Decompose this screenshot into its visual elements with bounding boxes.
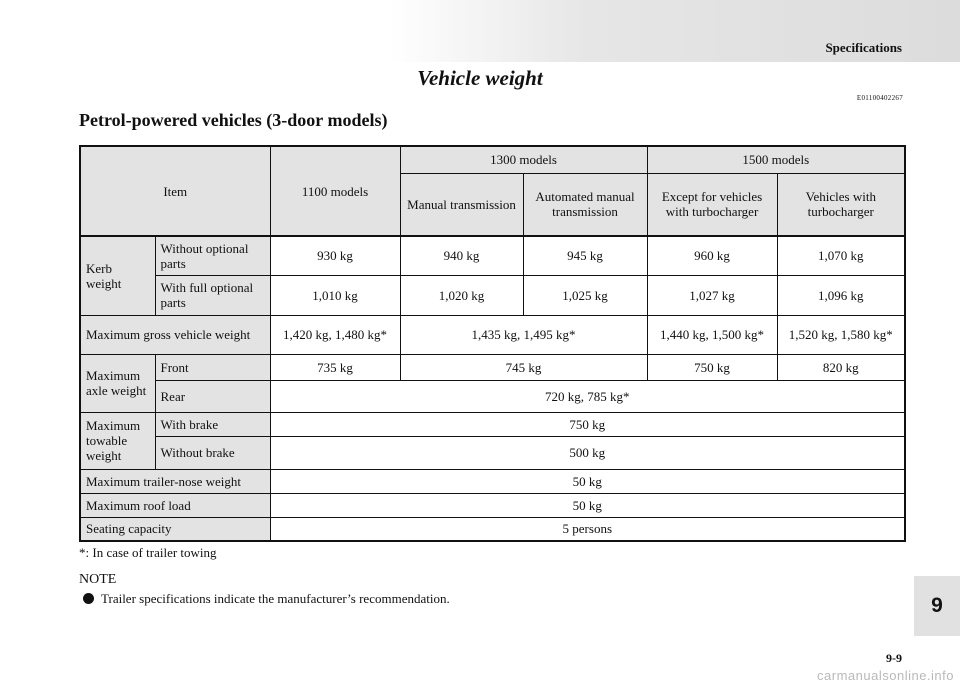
row-label-without-brake: Without brake <box>155 436 270 469</box>
bullet-icon <box>83 593 94 604</box>
section-subtitle: Petrol-powered vehicles (3-door models) <box>79 110 388 130</box>
watermark: carmanualsonline.info <box>817 668 954 683</box>
table-row <box>80 380 905 412</box>
table-row <box>80 315 905 354</box>
table-cell: 945 kg <box>523 236 647 275</box>
table-row <box>80 493 905 517</box>
note-text: Trailer specifications indicate the manufacturer’s recommendation. <box>101 591 450 606</box>
row-label-without-optional: Without optional parts <box>155 236 270 275</box>
table-cell: 1,420 kg, 1,480 kg* <box>270 315 400 354</box>
table-cell: 1,025 kg <box>523 275 647 315</box>
header-item: Item <box>80 146 270 236</box>
row-label-towable-weight: Maximum towable weight <box>80 412 155 469</box>
row-label-front: Front <box>155 354 270 380</box>
table-row <box>80 236 905 275</box>
table-cell: 735 kg <box>270 354 400 380</box>
row-label-seating: Seating capacity <box>80 517 270 541</box>
table-row <box>80 469 905 493</box>
row-label-with-brake: With brake <box>155 412 270 436</box>
header-manual-transmission: Manual transmission <box>400 173 523 236</box>
table-cell: 1,010 kg <box>270 275 400 315</box>
row-label-axle-weight: Maximum axle weight <box>80 354 155 412</box>
section-name: Specifications <box>825 40 902 55</box>
table-row <box>80 412 905 436</box>
row-label-roof-load: Maximum roof load <box>80 493 270 517</box>
table-cell: 1,070 kg <box>777 236 905 275</box>
header-row-1 <box>80 146 905 173</box>
table-cell: 1,096 kg <box>777 275 905 315</box>
row-label-trailer-nose: Maximum trailer-nose weight <box>80 469 270 493</box>
table-cell: 1,520 kg, 1,580 kg* <box>777 315 905 354</box>
vehicle-weight-table <box>79 145 906 542</box>
row-label-gross-weight: Maximum gross vehicle weight <box>80 315 270 354</box>
table-row <box>80 275 905 315</box>
row-label-rear: Rear <box>155 380 270 412</box>
header-automated-manual: Automated manual transmission <box>523 173 647 236</box>
table-cell: 930 kg <box>270 236 400 275</box>
row-label-kerb-weight: Kerb weight <box>80 236 155 315</box>
header-1100-models: 1100 models <box>270 146 400 236</box>
table-cell: 745 kg <box>400 354 647 380</box>
table-cell: 1,440 kg, 1,500 kg* <box>647 315 777 354</box>
page-number: 9-9 <box>886 651 902 665</box>
table-cell: 5 persons <box>270 517 905 541</box>
table-cell: 1,027 kg <box>647 275 777 315</box>
table-cell: 1,020 kg <box>400 275 523 315</box>
table-cell: 750 kg <box>270 412 905 436</box>
table-row <box>80 436 905 469</box>
table-row <box>80 517 905 541</box>
row-label-full-optional: With full optional parts <box>155 275 270 315</box>
table-cell: 720 kg, 785 kg* <box>270 380 905 412</box>
doc-code: E01100402267 <box>856 94 903 102</box>
table-cell: 820 kg <box>777 354 905 380</box>
table-cell: 50 kg <box>270 493 905 517</box>
header-except-turbo: Except for vehicles with turbocharger <box>647 173 777 236</box>
table-cell: 940 kg <box>400 236 523 275</box>
table-row <box>80 354 905 380</box>
note-item <box>83 591 450 607</box>
table-cell: 50 kg <box>270 469 905 493</box>
header-1300-models: 1300 models <box>400 146 647 173</box>
page-title: Vehicle weight <box>417 66 543 90</box>
table-cell: 750 kg <box>647 354 777 380</box>
chapter-tab: 9 <box>914 576 960 636</box>
table-cell: 960 kg <box>647 236 777 275</box>
header-1500-models: 1500 models <box>647 146 905 173</box>
footnote: *: In case of trailer towing <box>79 545 217 560</box>
header-with-turbo: Vehicles with turbocharger <box>777 173 905 236</box>
table-cell: 500 kg <box>270 436 905 469</box>
note-label: NOTE <box>79 572 117 587</box>
table-cell: 1,435 kg, 1,495 kg* <box>400 315 647 354</box>
